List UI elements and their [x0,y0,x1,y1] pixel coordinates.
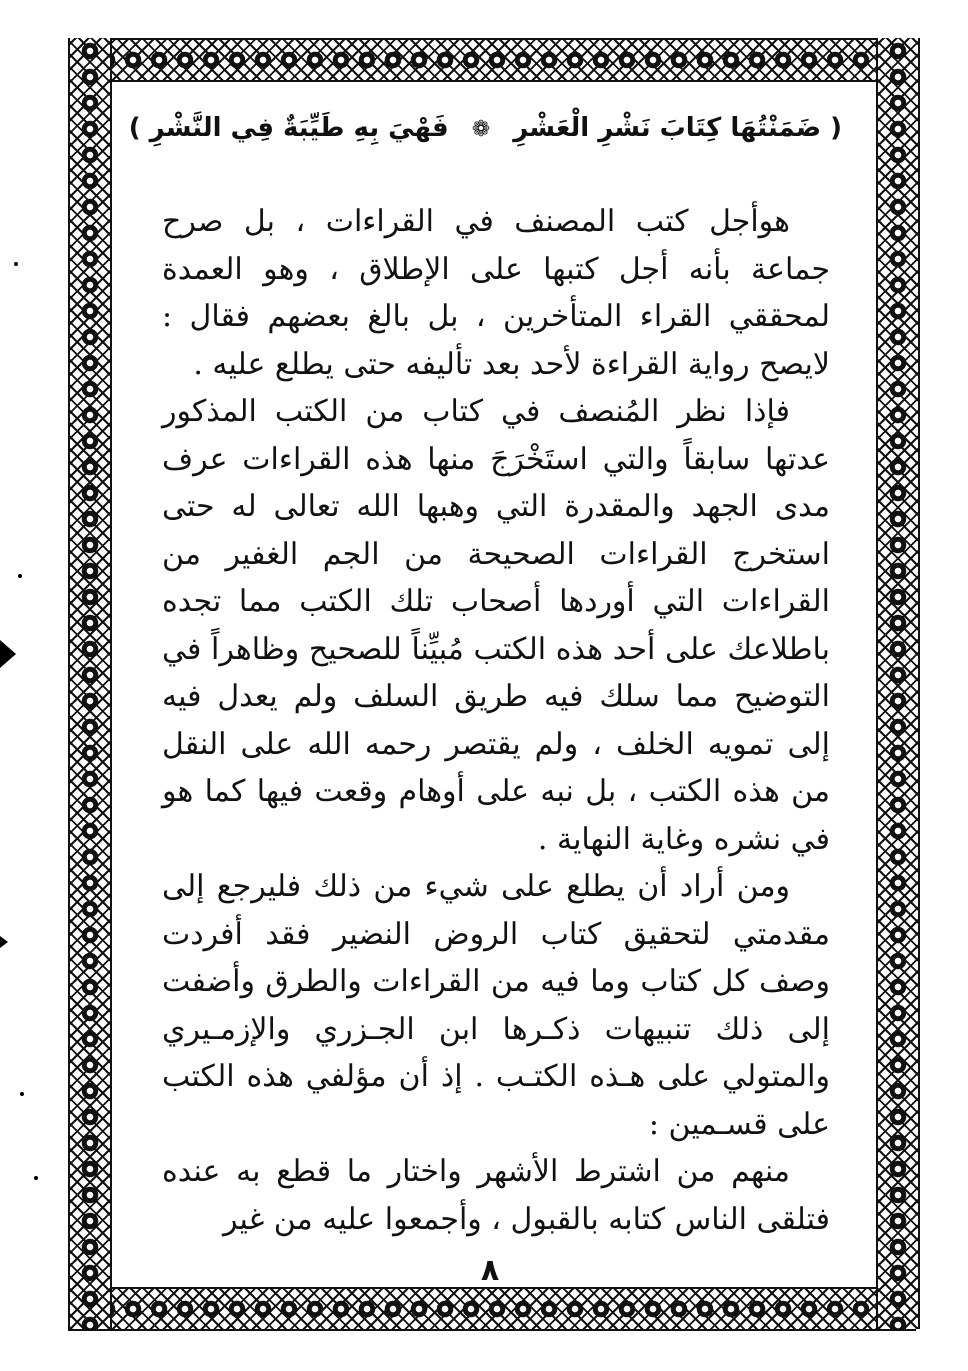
running-header [130,106,842,150]
page-number: ٨ [480,1253,500,1288]
scan-speck [18,574,22,578]
scan-edge-mark [0,936,8,948]
scan-edge-mark [0,640,16,668]
scan-speck [34,1176,38,1180]
scan-speck [14,262,18,266]
ornamental-border-left [68,38,112,1329]
paragraph: منهم من اشترط الأشهر واختار ما قطع به عنده فتلقى الناس كتابه بالقبول ، وأجمعوا عليه من غير [162,1154,830,1237]
body-text [162,198,830,1243]
header-verse-second-half: فَهْيَ بِهِ طَيِّبَةٌ فِي النَّشْرِ ) [128,113,449,143]
paragraph: هوأجل كتب المصنف في القراءات ، بل صرح جماعة بأنه أجل كتبها على الإطلاق ، وهو العمدة لمحققي القراء المتأخرين ، بل بالغ بعضهم فقال : لايصح رواية القراءة لأحد بعد تأليفه حتى يطلع عليه . [162,204,830,382]
paragraph: ومن أراد أن يطلع على شيء من ذلك فليرجع إلى مقدمتي لتحقيق كتاب الروض النضير فقد أفردت وصف كل كتاب وما فيه من القراءات والطرق وأضفت إلى ذلك تنبيهات ذكـرها ابن الجـزري والإزمـيري والمتولي على هـذه الكتـب . إذ أن مؤلفي هذه الكتب على قسـمين : [162,869,830,1142]
paragraph: فإذا نظر المُنصف في كتاب من الكتب المذكور عدتها سابقاً والتي استَخْرَجَ منها هذه القراءات عرف مدى الجهد والمقدرة التي وهبها الله تعالى له حتى استخرج القراءات الصحيحة من الجم الغفير من القراءات التي أوردها أصحاب تلك الكتب مما تجده باطلاعك على أحد هذه الكتب مُبيِّناً للصحيح وظاهراً في التوضيح مما سلك فيه طريق السلف ولم يعدل فيه إلى تمويه الخلف ، ولم يقتصر رحمه الله على النقل من هذه الكتب ، بل نبه على أوهام وقعت فيها كما هو في نشره وغاية النهاية . [162,394,830,857]
header-verse-first-half: ( ضَمَنْتُهَا كِتَابَ نَشْرِ الْعَشْرِ [513,113,842,143]
flower-separator-icon: ❁ [471,117,491,142]
ornamental-border-top [68,38,916,82]
scan-speck [20,1092,24,1096]
ornamental-border-right [876,38,920,1329]
ornamental-border-bottom [68,1287,916,1331]
